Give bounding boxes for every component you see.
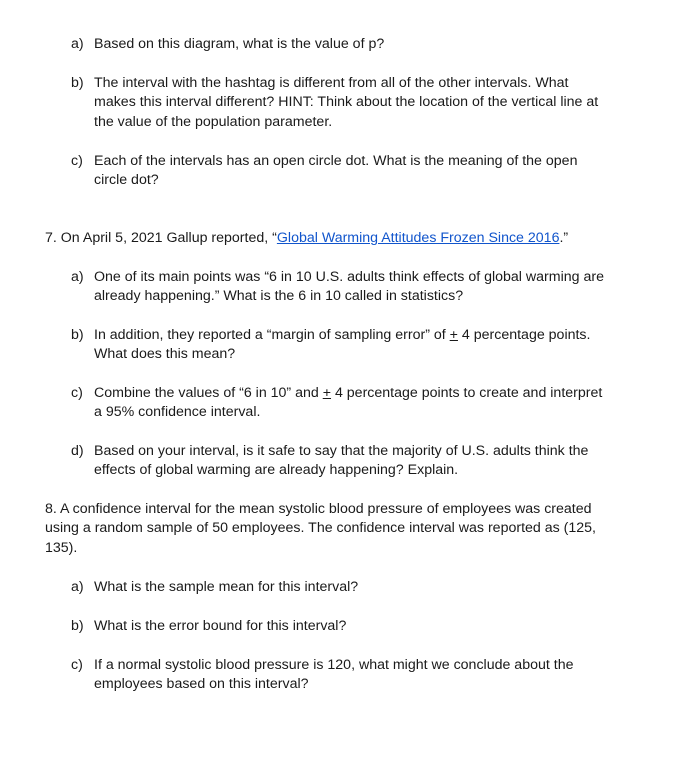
q6b-text-line1: The interval with the hashtag is different from all of the other intervals. What (94, 75, 569, 91)
q8-intro-line3: 135). (45, 540, 78, 556)
gallup-article-link[interactable]: Global Warming Attitudes Frozen Since 2016 (276, 230, 560, 246)
q8a-marker: a) (71, 579, 84, 595)
q8b-text: What is the error bound for this interval? (94, 618, 347, 634)
q7a-text-line2: already happening.” What is the 6 in 10 called in statistics? (94, 288, 464, 304)
q7c-text-line2: a 95% confidence interval. (94, 404, 261, 420)
q7b-text-line2: What does this mean? (94, 346, 236, 362)
q8a-text: What is the sample mean for this interval? (94, 579, 359, 595)
q8c-text-line1: If a normal systolic blood pressure is 120, what might we conclude about the (94, 657, 574, 673)
q8b-marker: b) (71, 618, 84, 634)
q7-intro (45, 229, 568, 249)
q8c-marker: c) (71, 657, 83, 673)
plus-minus-symbol: + (322, 385, 332, 401)
q6b-marker: b) (71, 75, 84, 91)
plus-minus-symbol: + (449, 327, 458, 343)
q8-intro-line1: 8. A confidence interval for the mean systolic blood pressure of employees was created (45, 501, 592, 517)
q6a-text: Based on this diagram, what is the value of p? (94, 36, 385, 52)
q6a-marker: a) (71, 36, 84, 52)
q7c-text-line1 (94, 384, 602, 404)
q7d-text-line1: Based on your interval, is it safe to say that the majority of U.S. adults think the (94, 443, 589, 459)
q6c-marker: c) (71, 153, 83, 169)
q8-intro-line2: using a random sample of 50 employees. The confidence interval was reported as (125, (45, 520, 596, 536)
q6b-text-line3: the value of the population parameter. (94, 114, 333, 130)
q7-intro-before: 7. On April 5, 2021 Gallup reported, “ (45, 230, 277, 246)
q7b-line1-after: 4 percentage points. (457, 327, 591, 343)
q7c-line1-after: 4 percentage points to create and interpret (331, 385, 603, 401)
q7a-marker: a) (71, 269, 84, 285)
q7b-line1-before: In addition, they reported a “margin of sampling error” of (94, 327, 450, 343)
q7a-text-line1: One of its main points was “6 in 10 U.S. adults think effects of global warming are (94, 269, 604, 285)
q7-intro-after: .” (559, 230, 569, 246)
q7d-marker: d) (71, 443, 84, 459)
q6b-text-line2: makes this interval different? HINT: Think about the location of the vertical line at (94, 94, 599, 110)
q7b-marker: b) (71, 327, 84, 343)
q8c-text-line2: employees based on this interval? (94, 676, 309, 692)
q7c-line1-before: Combine the values of “6 in 10” and (94, 385, 323, 401)
q6c-text-line1: Each of the intervals has an open circle dot. What is the meaning of the open (94, 153, 578, 169)
q6c-text-line2: circle dot? (94, 172, 159, 188)
q7d-text-line2: effects of global warming are already happening? Explain. (94, 462, 459, 478)
q7c-marker: c) (71, 385, 83, 401)
q7b-text-line1 (94, 326, 590, 346)
